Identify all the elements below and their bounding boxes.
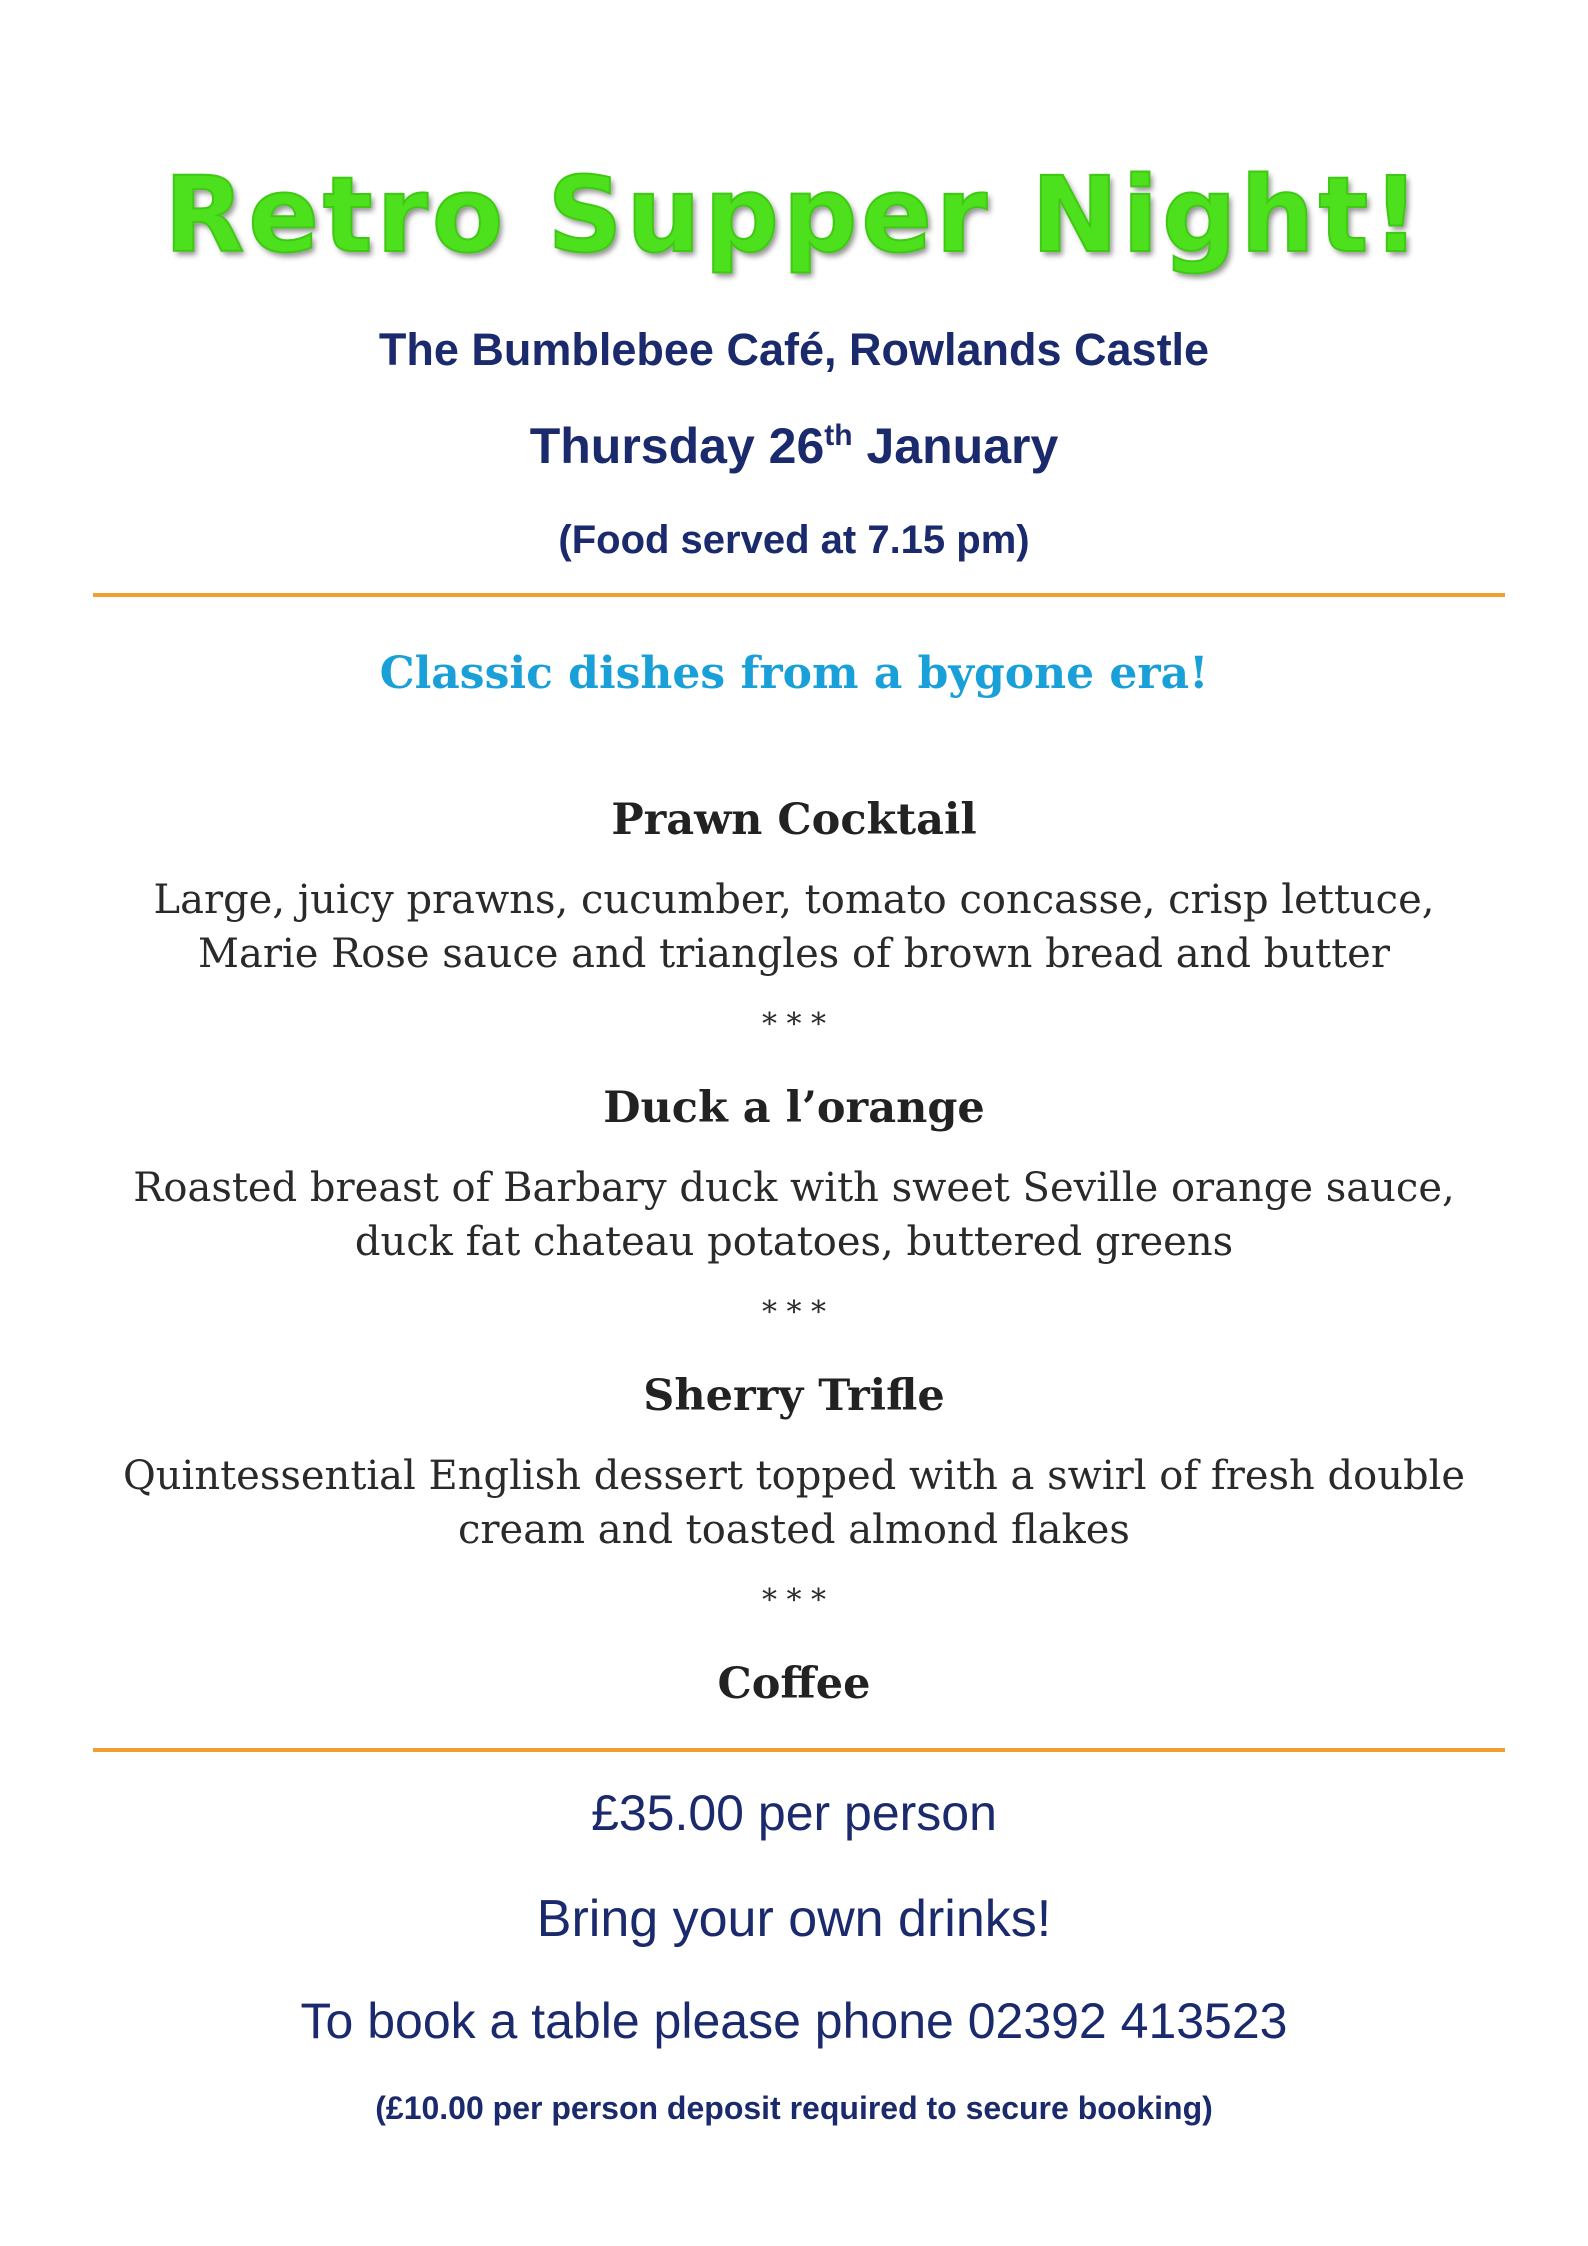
course-desc-starter-line1: Large, juicy prawns, cucumber, tomato concasse, crisp lettuce, <box>153 877 1435 923</box>
price-per-person: £35.00 per person <box>591 1785 997 1841</box>
course-separator: * * * <box>761 1295 827 1330</box>
course-separator: * * * <box>761 1583 827 1618</box>
menu-tagline: Classic dishes from a bygone era! <box>379 648 1209 699</box>
course-desc-main-line1: Roasted breast of Barbary duck with sweet Seville orange sauce, <box>133 1165 1455 1211</box>
course-desc-dessert-line1: Quintessential English dessert topped with a swirl of fresh double <box>122 1453 1466 1499</box>
course-desc-starter-line2: Marie Rose sauce and triangles of brown bread and butter <box>198 931 1390 977</box>
date-ordinal: th <box>824 419 853 452</box>
course-desc-main-line2: duck fat chateau potatoes, buttered greens <box>354 1219 1234 1265</box>
top-divider <box>93 593 1505 597</box>
deposit-note: (£10.00 per person deposit required to secure booking) <box>375 2090 1213 2126</box>
course-name-dessert: Sherry Trifle <box>643 1371 945 1421</box>
event-title: Retro Supper Night! <box>164 154 1424 276</box>
course-desc-dessert-line2: cream and toasted almond flakes <box>458 1507 1130 1553</box>
event-date <box>0 413 1588 479</box>
date-day: Thursday 26 <box>529 418 825 474</box>
booking-phone: To book a table please phone 02392 413523 <box>300 1993 1288 2049</box>
date-month: January <box>852 418 1059 474</box>
serving-time: (Food served at 7.15 pm) <box>558 518 1030 562</box>
bottom-divider <box>93 1748 1505 1752</box>
course-name-main: Duck a l’orange <box>603 1083 985 1133</box>
byo-drinks-note: Bring your own drinks! <box>536 1890 1052 1948</box>
venue-line: The Bumblebee Café, Rowlands Castle <box>378 324 1210 375</box>
course-separator: * * * <box>761 1007 827 1042</box>
course-name-coffee: Coffee <box>717 1659 871 1709</box>
course-name-starter: Prawn Cocktail <box>611 795 977 845</box>
